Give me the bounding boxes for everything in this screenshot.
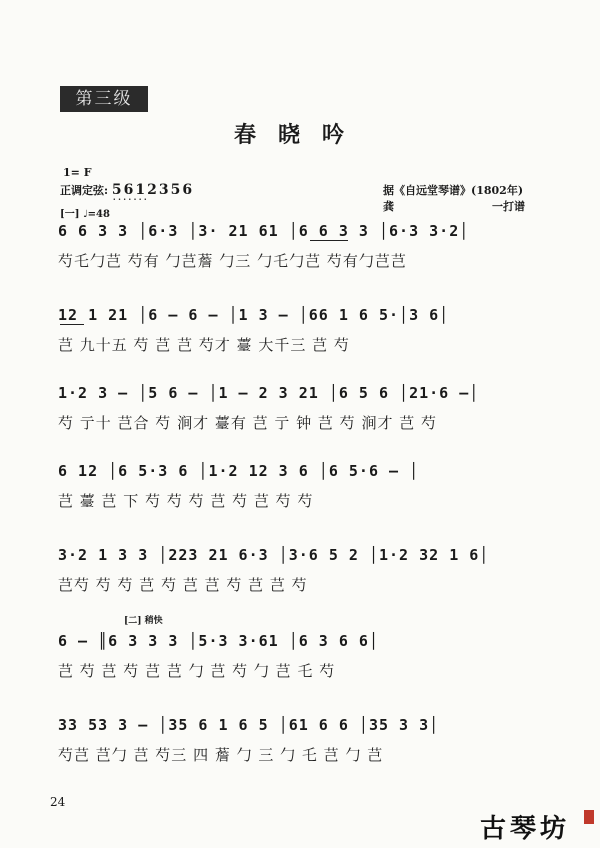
player-name: 龚 [383,200,394,213]
key-signature: 1= F [63,166,92,179]
staff-row [58,306,538,396]
jianzi-line: 芑芍 芍 芍 芑 芍 芑 芑 芍 芑 芑 芍 [58,576,308,594]
jianzi-line: 芍芑 芑勹 芑 芍三 四 薝 勹 三 勹 乇 芑 勹 芑 [58,746,384,764]
page-number: 24 [50,795,66,809]
staff-row [58,632,538,722]
jianzi-line: 芍乇勹芑 芍有 勹芑薝 勹三 勹乇勹芑 芍有勹芑芑 [58,252,407,270]
jianpu-line: 6 12 │6 5·3 6 │1·2 12 3 6 │6 5·6 — │ [58,462,420,480]
transcription-credit: 一打谱 [492,200,525,213]
jianpu-line: 3·2 1 3 3 │223 21 6·3 │3·6 5 2 │1·2 32 1 6│ [58,546,490,564]
staff-row [58,384,538,474]
tuning-line [60,182,194,198]
section-one-marker: [一] ♩=48 [60,209,110,220]
staff-row [58,462,538,552]
jianzi-line: 芑 芍 芑 芍 芑 芑 勹 芑 芍 勹 芑 乇 芍 [58,662,336,680]
section-two-marker: [二] 稍快 [124,616,163,626]
beam-underline [310,240,348,241]
jianpu-line: 6 — ║6 3 3 3 │5·3 3·61 │6 3 6 6│ [58,632,379,650]
staff-row [58,716,538,806]
jianzi-line: 芑 九十五 芍 芑 芑 芍才 薹 大千三 芑 芍 [58,336,350,354]
tuning-label: 正调定弦: [60,184,109,197]
staff-row [58,546,538,636]
source-citation: 据《自远堂琴谱》(1802年) [383,184,524,197]
jianpu-line: 12 1 21 │6 — 6 — │1 3 — │66 1 6 5·│3 6│ [58,306,450,324]
beam-underline [60,324,84,325]
jianpu-line: 6 6 3 3 │6·3 │3· 21 61 │6 6 3 3 │6·3 3·2│ [58,222,470,240]
jianzi-line: 芑 薹 芑 下 芍 芍 芍 芑 芍 芑 芍 芍 [58,492,314,510]
seal-stamp [584,810,594,824]
jianzi-line: 芍 亍十 芑合 芍 涧才 薹有 芑 亍 钟 芑 芍 涧才 芑 芍 [58,414,437,432]
page-title: 春晓吟 [233,122,366,148]
jianpu-line: 1·2 3 — │5 6 — │1 — 2 3 21 │6 5 6 │21·6 —│ [58,384,480,402]
jianpu-line: 33 53 3 — │35 6 1 6 5 │61 6 6 │35 3 3│ [58,716,440,734]
tuning-notes: 5612356 · · [112,182,194,198]
brand-logo: 古琴坊 [480,814,571,844]
level-badge: 第三级 [60,86,148,112]
staff-row [58,222,538,312]
